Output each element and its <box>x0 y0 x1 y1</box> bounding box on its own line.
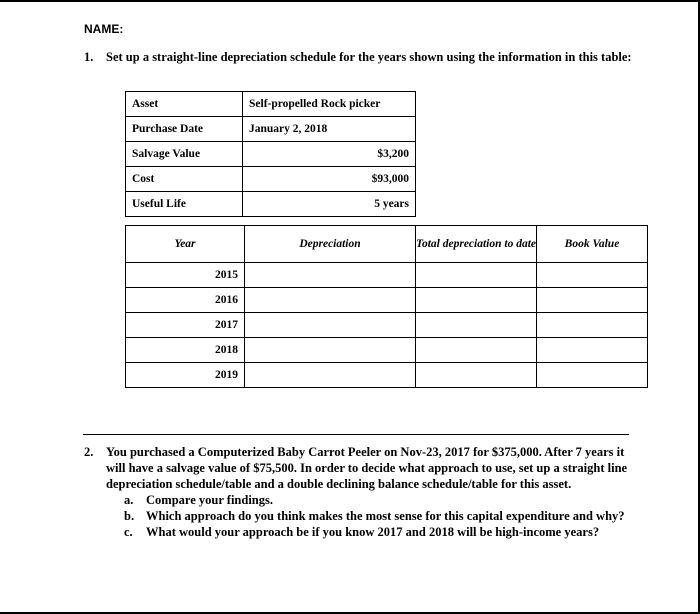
table-row <box>126 92 416 117</box>
cost-value: $93,000 <box>243 167 416 192</box>
page-border-top <box>0 0 700 2</box>
question-1-text: Set up a straight-line depreciation schedule for the years shown using the information in this table: <box>106 50 632 64</box>
table-row <box>126 288 648 313</box>
total-depreciation-header <box>416 226 537 263</box>
table-row <box>126 117 416 142</box>
year-cell: 2016 <box>126 288 245 313</box>
depreciation-schedule-table <box>125 225 648 388</box>
book-value-cell <box>537 338 648 363</box>
question-2 <box>84 444 644 540</box>
table-row <box>126 167 416 192</box>
question-1 <box>84 49 644 65</box>
total-depreciation-cell <box>416 263 537 288</box>
book-value-cell <box>537 313 648 338</box>
purchase-date-value: January 2, 2018 <box>243 117 416 142</box>
year-cell: 2017 <box>126 313 245 338</box>
salvage-value-label: Salvage Value <box>126 142 243 167</box>
cost-label: Cost <box>126 167 243 192</box>
depreciation-header: Depreciation <box>245 226 416 263</box>
year-cell: 2018 <box>126 338 245 363</box>
book-value-cell <box>537 363 648 388</box>
depreciation-cell <box>245 263 416 288</box>
question-2-text: You purchased a Computerized Baby Carrot Peeler on Nov-23, 2017 for $375,000. After 7 years it will have a salvage value of $75,500. In order to decide what approach to use, set up a straight line depreciation schedule/table and a double declining balance schedule/table for this asset. <box>106 445 628 491</box>
total-depreciation-cell <box>416 363 537 388</box>
depreciation-cell <box>245 313 416 338</box>
table-header-row <box>126 226 648 263</box>
table-row <box>126 313 648 338</box>
table-row <box>126 338 648 363</box>
total-depreciation-cell <box>416 313 537 338</box>
item-text: Which approach do you think makes the most sense for this capital expenditure and why? <box>146 509 625 523</box>
depreciation-cell <box>245 338 416 363</box>
question-1-number: 1. <box>84 50 94 64</box>
total-depreciation-header-text: Total depreciation to date <box>416 238 536 250</box>
question-2-number: 2. <box>84 445 94 459</box>
item-text: What would your approach be if you know 2017 and 2018 will be high-income years? <box>146 525 600 539</box>
table-row <box>126 192 416 217</box>
name-label: NAME: <box>84 22 124 36</box>
asset-label: Asset <box>126 92 243 117</box>
asset-info-table <box>125 91 416 217</box>
year-cell: 2019 <box>126 363 245 388</box>
book-value-cell <box>537 288 648 313</box>
item-label: b. <box>124 509 135 523</box>
depreciation-cell <box>245 363 416 388</box>
year-header: Year <box>126 226 245 263</box>
question-2-item-b <box>124 508 644 524</box>
depreciation-cell <box>245 288 416 313</box>
year-cell: 2015 <box>126 263 245 288</box>
question-2-item-c <box>124 524 644 540</box>
useful-life-value: 5 years <box>243 192 416 217</box>
item-label: a. <box>124 493 134 507</box>
total-depreciation-cell <box>416 288 537 313</box>
table-row <box>126 142 416 167</box>
item-text: Compare your findings. <box>146 493 273 507</box>
total-depreciation-cell <box>416 338 537 363</box>
table-row <box>126 263 648 288</box>
useful-life-label: Useful Life <box>126 192 243 217</box>
book-value-header: Book Value <box>537 226 648 263</box>
section-divider <box>83 434 629 435</box>
question-2-item-a <box>124 492 644 508</box>
item-label: c. <box>124 525 133 539</box>
purchase-date-label: Purchase Date <box>126 117 243 142</box>
salvage-value: $3,200 <box>243 142 416 167</box>
asset-value: Self-propelled Rock picker <box>243 92 416 117</box>
book-value-cell <box>537 263 648 288</box>
table-row <box>126 363 648 388</box>
